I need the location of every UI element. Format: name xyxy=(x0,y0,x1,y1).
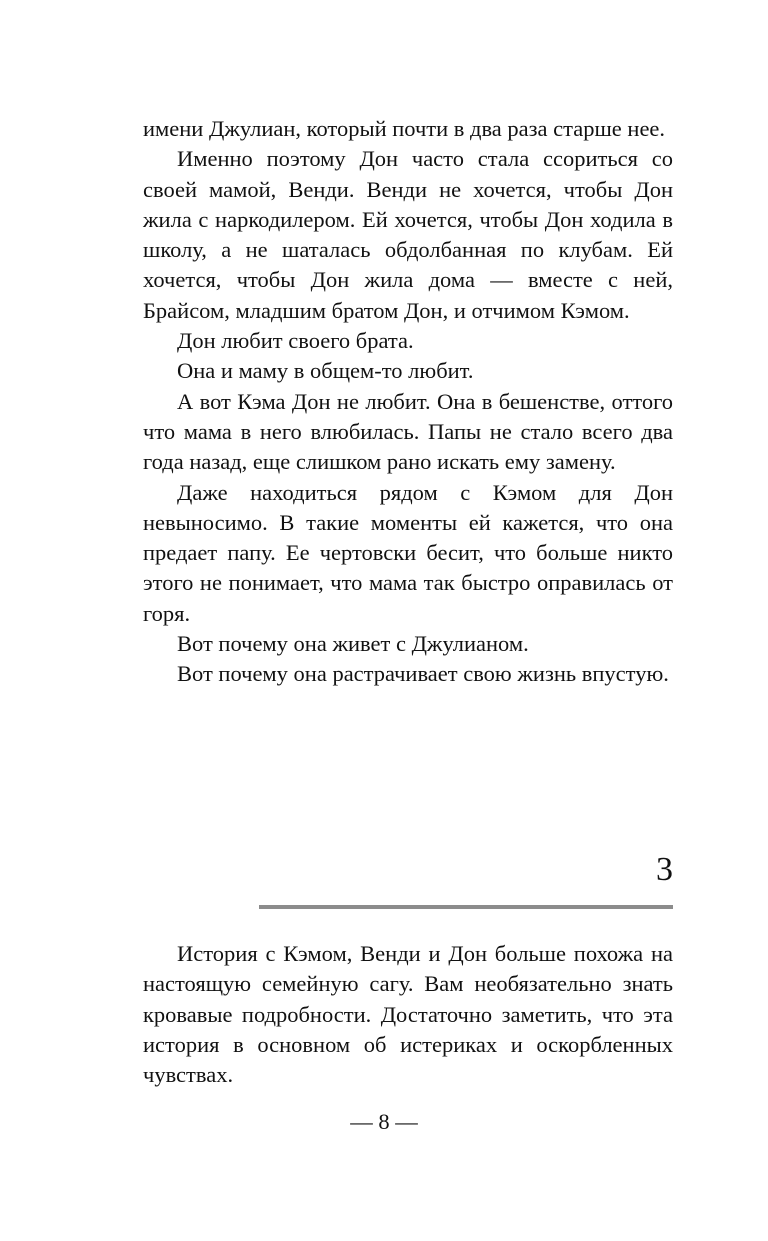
paragraph: Она и маму в общем-то любит. xyxy=(177,358,474,384)
paragraph: имени Джулиан, который почти в два раза старше нее. xyxy=(143,116,666,141)
paragraph: История с Кэмом, Венди и Дон больше похожа на настоящую семейную сагу. Вам необязательно знать кровавые подробности. Достаточно заметить, что эта история в основном об истериках и оскорбленных чувствах. xyxy=(143,941,673,1088)
paragraph: Вот почему она растрачивает свою жизнь впустую. xyxy=(177,661,669,687)
chapter-number: 3 xyxy=(656,851,673,888)
body-text-section-2 xyxy=(143,939,673,1090)
paragraph: Дон любит своего брата. xyxy=(177,328,414,354)
paragraph: Даже находиться рядом с Кэмом для Дон невыносимо. В такие моменты ей кажется, что она предает папу. Ее чертовски бесит, что больше никто этого не понимает, что мама так быстро оправилась от горя. xyxy=(143,479,673,626)
paragraph: А вот Кэма Дон не любит. Она в бешенстве, оттого что мама в него влюбилась. Папы не стало всего два года назад, еще слишком рано искать ему замену. xyxy=(143,388,673,475)
chapter-divider xyxy=(259,905,673,909)
paragraph: Вот почему она живет с Джулианом. xyxy=(177,631,529,657)
paragraph: Именно поэтому Дон часто стала ссориться со своей мамой, Венди. Венди не хочется, чтобы Дон жила с наркодилером. Ей хочется, чтобы Дон ходила в школу, а не шаталась обдолбанная по клубам. Ей хочется, чтобы Дон жила дома — вместе с ней, Брайсом, младшим братом Дон, и отчимом Кэмом. xyxy=(143,146,673,323)
body-text-section-1 xyxy=(143,114,673,690)
page-number: — 8 — xyxy=(350,1109,418,1134)
